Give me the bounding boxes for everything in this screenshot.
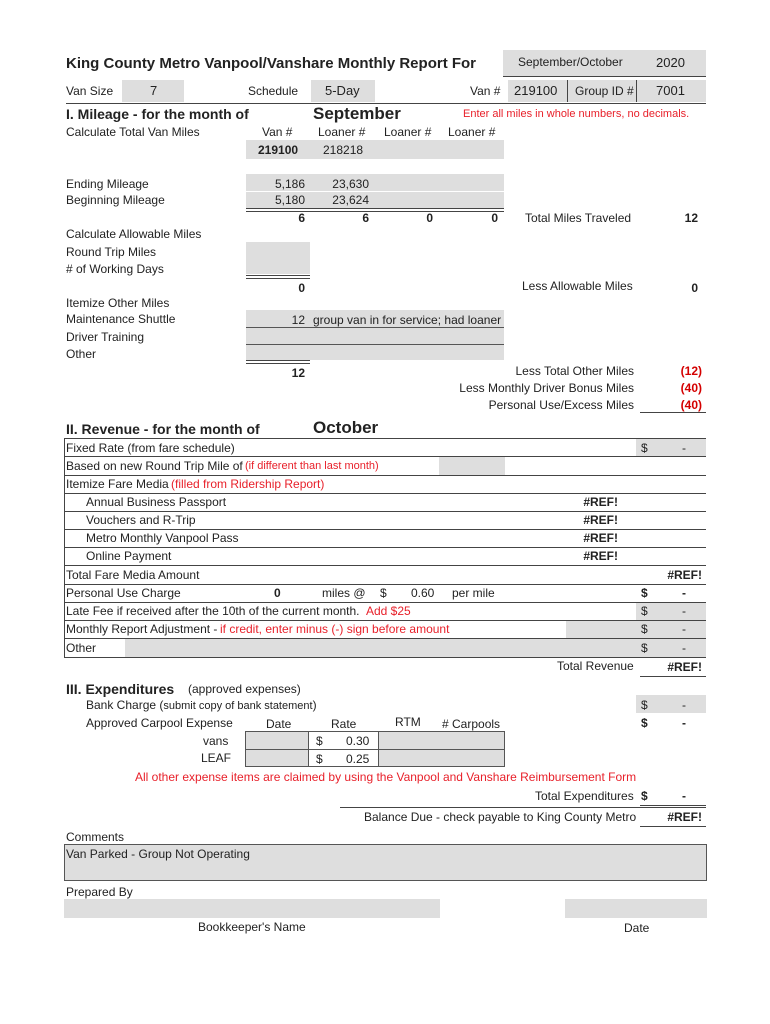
bookkeeper-field[interactable] [64,899,440,918]
comments-value: Van Parked - Group Not Operating [66,847,250,861]
maintenance-note: group van in for service; had loaner [313,313,502,327]
late-dollar: $ [641,604,648,618]
itemize-other-label: Itemize Other Miles [66,296,170,310]
bank-charge-label [86,698,317,712]
loaner-number-cell: 218218 [323,143,364,157]
total-media-value: #REF! [667,568,702,582]
fare-item-label: Annual Business Passport [86,495,227,509]
col-rate-header: Rate [331,717,357,731]
fare-item-label: Vouchers and R-Trip [86,513,196,527]
carpool-dollar: $ [641,716,648,730]
total-traveled-label: Total Miles Traveled [525,211,632,225]
total-expenditures-label: Total Expenditures [535,789,634,803]
bank-charge-note: submit copy of bank statement [163,700,313,712]
carpool-value: - [682,716,686,730]
calc-allowable-label: Calculate Allowable Miles [66,227,202,241]
new-rt-note: (if different than last month) [245,460,379,472]
other-miles-label: Other [66,347,97,361]
total-exp-dollar: $ [641,789,648,803]
working-days-label: # of Working Days [66,262,164,276]
fixed-value: - [682,441,686,455]
carpool-label: Approved Carpool Expense [86,716,233,730]
fare-item-label: Metro Monthly Vanpool Pass [86,531,239,545]
adjust-label: Monthly Report Adjustment - [66,622,218,636]
leaf-label: LEAF [201,751,232,765]
less-allowable-value: 0 [691,281,698,295]
vans-dollar: $ [316,734,323,748]
mileage-heading: I. Mileage - for the month of [66,106,249,122]
maintenance-value: 12 [291,313,305,327]
maintenance-label: Maintenance Shuttle [66,312,176,326]
period-value: September/October [518,55,623,69]
group-id-value: 7001 [656,83,685,98]
ending-loaner: 23,630 [332,177,369,191]
bank-dollar: $ [641,698,648,712]
adjust-dollar: $ [641,622,648,636]
personal-dollar: $ [641,586,648,600]
less-allowable-label: Less Allowable Miles [522,279,633,293]
col-loaner1-header: Loaner # [318,125,366,139]
van-size-value: 7 [150,83,158,98]
group-id-label: Group ID # [575,84,634,98]
beginning-van: 5,180 [274,193,305,207]
van-number-cell: 219100 [258,143,299,157]
other-value: - [682,641,686,655]
less-bonus-label: Less Monthly Driver Bonus Miles [459,381,634,395]
bank-value: - [682,698,686,712]
total-media-label: Total Fare Media Amount [66,568,200,582]
bookkeeper-label: Bookkeeper's Name [198,920,306,934]
col-van-header: Van # [262,125,293,139]
van-number-label: Van # [470,84,501,98]
beginning-loaner: 23,624 [332,193,369,207]
late-fee-label: Late Fee if received after the 10th of the current month. [66,604,360,618]
col-loaner2-header: Loaner # [384,125,432,139]
adjust-note: if credit, enter minus (-) sign before amount [220,622,450,636]
fare-item-value: #REF! [583,495,618,509]
other-revenue-input[interactable] [125,639,636,657]
bank-charge-label-a: Bank Charge ( [86,698,164,712]
total-exp-value: - [682,789,686,803]
other-revenue-label: Other [66,641,97,655]
adjust-input[interactable] [566,621,636,638]
balance-due-label: Balance Due - check payable to King County Metro [364,810,637,824]
diff-loaner2: 0 [426,211,433,225]
comments-label: Comments [66,830,125,844]
calc-total-label: Calculate Total Van Miles [66,125,200,139]
itemize-media-label: Itemize Fare Media [66,477,169,491]
fare-item-label: Online Payment [86,549,172,563]
late-value: - [682,604,686,618]
col-carpools-header: # Carpools [442,717,501,731]
col-date-header: Date [266,717,292,731]
leaf-dollar: $ [316,752,323,766]
total-revenue-value: #REF! [667,660,702,674]
revenue-month: October [313,418,379,437]
round-trip-label: Round Trip Miles [66,245,157,259]
rate-value: 0.60 [411,586,435,600]
less-total-other-label: Less Total Other Miles [515,364,634,378]
diff-loaner3: 0 [491,211,498,225]
less-bonus-value: (40) [680,381,702,395]
personal-value: - [682,586,686,600]
beginning-mileage-label: Beginning Mileage [66,193,165,207]
new-rt-field[interactable] [439,457,505,475]
fare-item-value: #REF! [583,513,618,527]
personal-excess-label: Personal Use/Excess Miles [488,398,634,412]
col-loaner3-header: Loaner # [448,125,496,139]
fare-item-value: #REF! [583,531,618,545]
allowable-result: 0 [298,281,305,295]
van-size-label: Van Size [66,84,114,98]
other-total: 12 [291,366,305,380]
itemize-media-note: (filled from Ridership Report) [171,477,325,491]
adjust-value: - [682,622,686,636]
schedule-value: 5-Day [325,83,360,98]
revenue-heading: II. Revenue - for the month of [66,421,260,437]
date-label: Date [624,921,650,935]
total-traveled-value: 12 [684,211,698,225]
mileage-note: Enter all miles in whole numbers, no decimals. [463,108,690,120]
diff-loaner: 6 [362,211,369,225]
expenditures-heading: III. Expenditures [66,681,175,697]
year-value: 2020 [656,55,685,70]
col-rtm-header: RTM [395,715,421,729]
less-total-other-value: (12) [680,364,702,378]
per-mile-label: per mile [452,586,495,600]
vans-rate: 0.30 [346,734,370,748]
diff-van: 6 [298,211,305,225]
other-expense-note: All other expense items are claimed by using the Vanpool and Vanshare Reimbursement Form [135,770,637,784]
date-field[interactable] [565,899,707,918]
vans-label: vans [203,734,229,748]
personal-use-label: Personal Use Charge [66,586,181,600]
mileage-month: September [313,104,401,123]
bank-charge-label-c: ) [312,698,317,712]
personal-excess-value: (40) [680,398,702,412]
report-title: King County Metro Vanpool/Vanshare Monthly Report For [66,55,477,72]
van-number-value: 219100 [514,83,558,98]
rate-dollar: $ [380,586,387,600]
fixed-rate-label: Fixed Rate (from fare schedule) [66,441,235,455]
ending-van: 5,186 [274,177,305,191]
prepared-by-label: Prepared By [66,885,133,899]
fare-item-value: #REF! [583,549,618,563]
balance-due-value: #REF! [667,810,702,824]
fixed-dollar: $ [641,441,648,455]
expenditures-note: (approved expenses) [188,682,301,696]
leaf-rate: 0.25 [346,752,370,766]
miles-at-label: miles @ [322,586,366,600]
late-fee-note: Add $25 [366,604,411,618]
schedule-label: Schedule [248,84,299,98]
ending-mileage-label: Ending Mileage [66,177,149,191]
new-rt-label: Based on new Round Trip Mile of [66,459,243,473]
driver-training-label: Driver Training [66,330,145,344]
allowable-entry[interactable] [246,242,310,274]
total-revenue-label: Total Revenue [557,659,634,673]
personal-miles: 0 [274,586,281,600]
other-dollar: $ [641,641,648,655]
